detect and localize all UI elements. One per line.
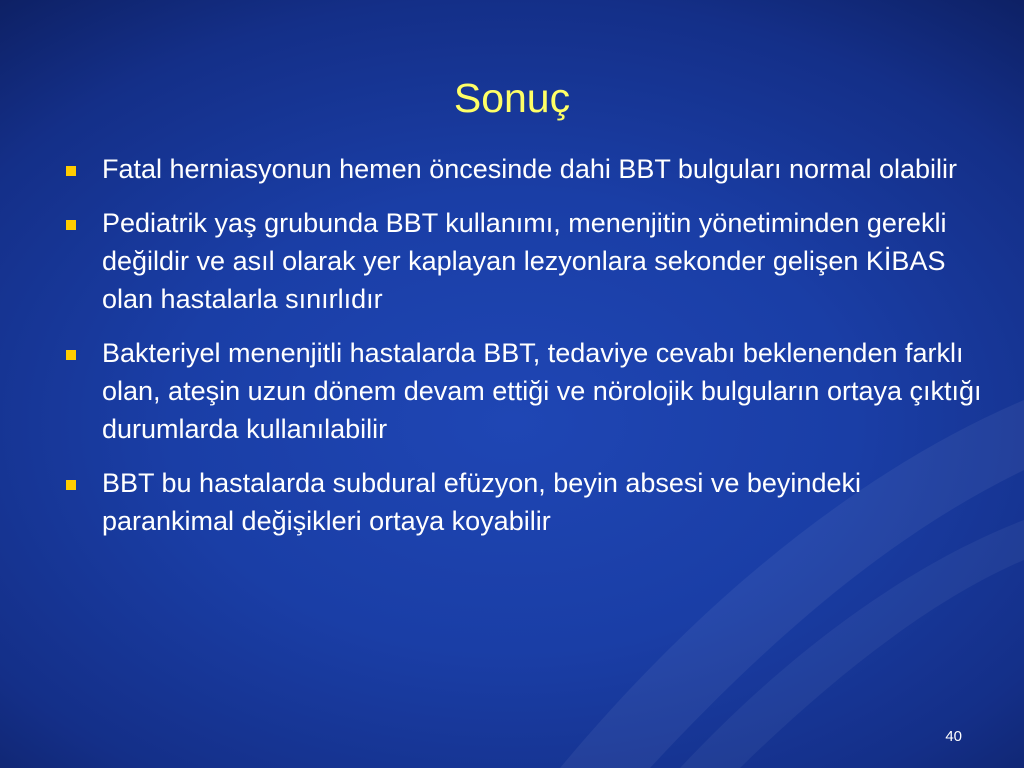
bullet-item <box>62 334 982 448</box>
bullet-square-icon <box>66 166 76 176</box>
bullet-text: Fatal herniasyonun hemen öncesinde dahi BBT bulguları normal olabilir <box>102 154 958 184</box>
bullet-text: Bakteriyel menenjitli hastalarda BBT, tedaviye cevabı beklenenden farklı olan, ateşin uzun dönem devam ettiği ve nörolojik bulguların ortaya çıktığı durumlarda kullanılabilir <box>102 338 982 444</box>
bullet-item <box>62 204 982 318</box>
bullet-square-icon <box>66 350 76 360</box>
bullet-square-icon <box>66 220 76 230</box>
bullet-text: BBT bu hastalarda subdural efüzyon, beyin absesi ve beyindeki parankimal değişikleri ortaya koyabilir <box>102 468 861 536</box>
page-number: 40 <box>945 728 962 745</box>
bullet-square-icon <box>66 480 76 490</box>
bullet-text: Pediatrik yaş grubunda BBT kullanımı, menenjitin yönetiminden gerekli değildir ve asıl olarak yer kaplayan lezyonlara sekonder gelişen KİBAS olan hastalarla sınırlıdır <box>102 208 947 314</box>
bullet-item <box>62 150 982 188</box>
bullet-list <box>62 150 982 556</box>
slide-title: Sonuç <box>453 75 571 121</box>
bullet-item <box>62 464 982 540</box>
